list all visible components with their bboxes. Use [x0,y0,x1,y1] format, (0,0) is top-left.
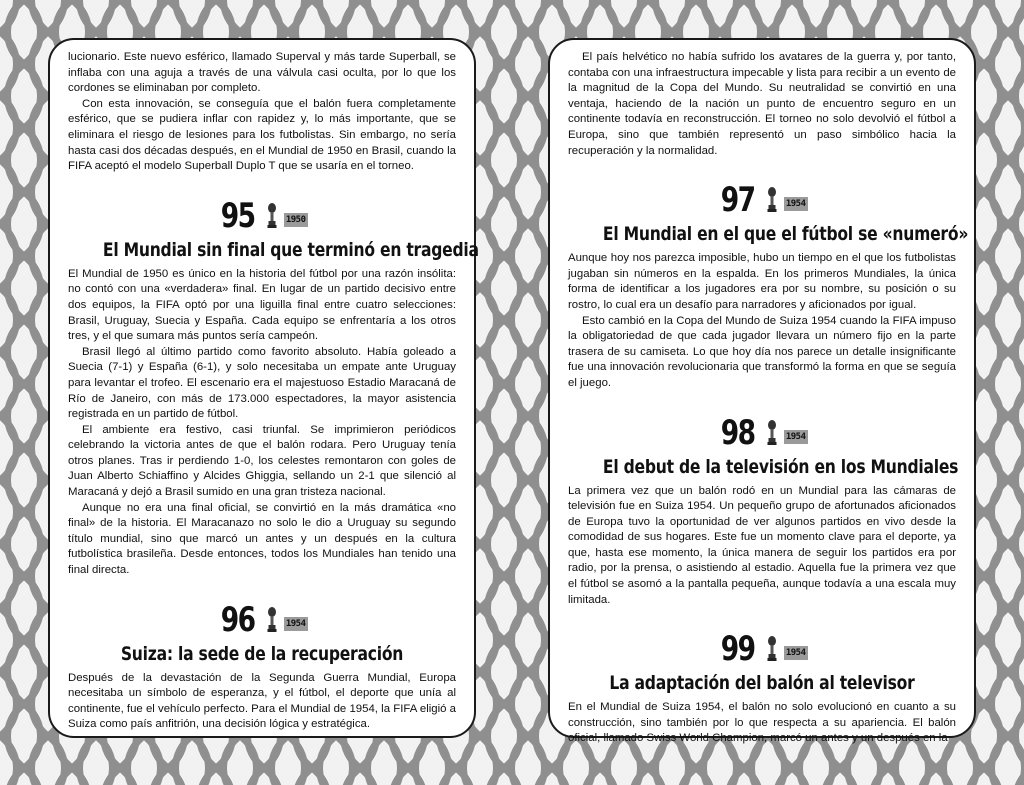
section-header [68,193,456,236]
year-badge: 1950 [285,214,306,225]
trophy-icon [266,607,278,633]
year-badge: 1954 [785,648,806,659]
trophy-icon [766,420,778,446]
body-paragraph: Aunque no era una final oficial, se convirtió en la más dramática «no final» de la historia. El Maracanazo no solo le dio a Uruguay su segundo título mundial, sino que marcó un antes y un después en la cultura futbolística brasileña. Desde entonces, todos los Mundiales han tenido una final directa. [68,501,456,577]
body-paragraph: La primera vez que un balón rodó en un Mundial para las cámaras de televisión fue en Suiza 1954. Un pequeño grupo de afortunados aficionados de Europa tuvo la oportunidad de ver algunos partidos en vivo desde la comodidad de sus hogares. Este fue un momento clave para el deporte, ya que, hasta ese momento, la única manera de seguir los partidos era por radio, por la prensa, o asistiendo al estadio. Aquella fue la primera vez que el fútbol se asomó a la pantalla pequeña, aunque todavía a una escala muy limitada. [568,484,956,606]
body-paragraph: Brasil llegó al último partido como favorito absoluto. Había goleado a Suecia (7-1) y España (6-1), y solo necesitaba un empate ante Uruguay para levantar el trofeo. El escenario era el majestuoso Estadio Maracaná de Río de Janeiro, con más de 173.000 espectadores, la mayor asistencia registrada en un partido de fútbol. [68,345,456,421]
section-header [568,177,956,221]
body-paragraph: El ambiente era festivo, casi triunfal. Se imprimieron periódicos celebrando la victoria antes de que el balón rodara. Pero Uruguay tenía otros planes. Tras ir perdiendo 1-0, los celestes remontaron con goles de Juan Alberto Schiaffino y Alcides Ghiggia, sellando un 2-1 que silenció al Maracaná y dejó a Brasil sumido en una gran tristeza nacional. [68,423,456,499]
trophy-icon [266,203,278,229]
year-badge: 1954 [785,431,806,442]
trophy-icon [766,636,778,662]
section-header [68,597,456,640]
body-paragraph: Aunque hoy nos parezca imposible, hubo un tiempo en el que los futbolistas jugaban sin números en la espalda. En los primeros Mundiales, la única forma de identificar a los jugadores era por su nombre, su posición o su rostro, lo cual era un desafío para narradores y aficionados por igual. [568,252,956,311]
section-title: La adaptación del balón al televisor [609,672,915,695]
section-number: 97 [721,180,756,221]
section-title: El Mundial en el que el fútbol se «numeró» [602,223,969,246]
section-title: Suiza: la sede de la recuperación [120,642,404,665]
section-number: 95 [221,195,256,236]
body-paragraph: El Mundial de 1950 es único en la historia del fútbol por una razón insólita: no contó con una «verdadera» final. En lugar de un partido decisivo entre dos equipos, la FIFA optó por una liguilla final entre cuatro selecciones: Brasil, Uruguay, Suecia y España. Cada equipo se enfrentaría a los otros tres, y el que sumara más puntos sería campeón. [68,267,456,343]
intro-paragraph: lucionario. Este nuevo esférico, llamado Superval y más tarde Superball, se inflaba con una aguja a través de una válvula casi oculta, por lo que los cordones se eliminaban por completo. [68,51,456,95]
section-number: 98 [721,412,756,453]
year-badge: 1954 [785,199,806,210]
body-paragraph: En el Mundial de Suiza 1954, el balón no solo evolucionó en cuanto a su construcción, sino también por lo que respecta a su apariencia. El balón oficial, llamado Swiss World Champion, marcó un antes y un después en la [568,701,956,745]
trophy-icon [766,187,778,213]
section-header [568,410,956,453]
section-header [568,626,956,670]
year-badge: 1954 [285,618,306,629]
body-paragraph: Después de la devastación de la Segunda Guerra Mundial, Europa necesitaba un símbolo de esperanza, y el fútbol, el deporte que unía al continente, fue el vehículo perfecto. Para el Mundial de 1954, la FIFA eligió a Suiza como país anfitrión, una decisión lógica y estratégica. [68,671,456,731]
right-page [548,38,976,745]
section-title: El debut de la televisión en los Mundiales [602,455,959,478]
section-number: 99 [721,629,756,670]
intro-paragraph: Con esta innovación, se conseguía que el balón fuera completamente esférico, que se pudiera inflar con rapidez y, lo más importante, que se eliminara el riesgo de lesiones para los futbolistas. Sin embargo, no sería hasta casi dos décadas después, en el Mundial de 1950 en Brasil, cuando la FIFA aceptó el modelo Superball Duplo T que se usaría en el torneo. [68,97,456,173]
section-number: 96 [221,599,256,640]
intro-paragraph: El país helvético no había sufrido los avatares de la guerra y, por tanto, contaba con una infraestructura impecable y lista para recibir a un evento de la magnitud de la Copa del Mundo. Su neutralidad se convirtió en una ventaja, haciendo de la nación un punto de encuentro seguro en un continente todavía en reconstrucción. El torneo no solo devolvió el fútbol a Europa, sino que también representó un paso simbólico hacia la recuperación y la normalidad. [568,51,956,157]
body-paragraph: Esto cambió en la Copa del Mundo de Suiza 1954 cuando la FIFA impuso la obligatoriedad de que cada jugador llevara un número fijo en la parte trasera de su camiseta. Lo que hoy día nos parece un detalle insignificante fue una innovación revolucionaria que transformó la forma en que se seguía el juego. [568,314,956,389]
left-page [48,38,479,738]
section-title: El Mundial sin final que terminó en tragedia [102,238,479,261]
